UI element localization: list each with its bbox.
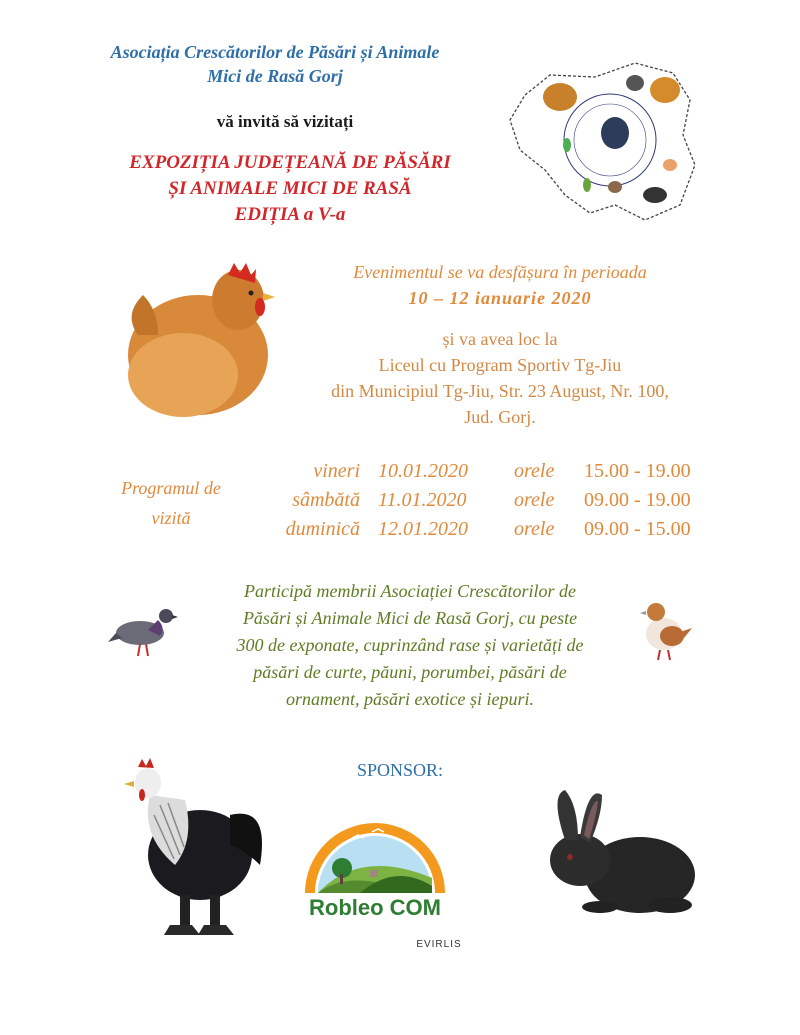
schedule-day: vineri <box>313 460 360 482</box>
venue-line-1: Liceul cu Program Sportiv Tg-Jiu <box>378 355 622 375</box>
association-logo <box>505 55 700 225</box>
schedule-day: sâmbătă <box>292 489 360 511</box>
program-label-line-2: vizită <box>151 508 191 528</box>
exhibition-title <box>70 150 510 228</box>
expo-line-3: EDIȚIA a V-a <box>234 204 346 225</box>
schedule-ore: orele <box>514 518 555 540</box>
association-line-2: Mici de Rasă Gorj <box>207 66 343 86</box>
schedule-date: 10.01.2020 <box>378 460 468 482</box>
event-venue <box>295 326 705 430</box>
program-label-line-1: Programul de <box>121 478 221 498</box>
invite-text: vă invită să vizitați <box>216 112 354 131</box>
robleo-logo <box>300 808 450 898</box>
schedule-ore: orele <box>514 489 555 511</box>
schedule-time: 09.00 - 15.00 <box>584 518 691 540</box>
participants-text <box>175 578 645 713</box>
participants-line-1: Participă membrii Asociației Crescătorilor de <box>244 581 576 601</box>
schedule-row <box>252 518 722 547</box>
association-line-1: Asociația Crescătorilor de Păsări și Animale <box>110 42 440 62</box>
venue-line-2: din Municipiul Tg-Jiu, Str. 23 August, Nr. 100, <box>331 381 669 401</box>
participants-line-3: 300 de exponate, cuprinzând rase și varietăți de <box>236 635 584 655</box>
schedule-day: duminică <box>285 518 360 540</box>
event-period-intro: Evenimentul se va desfășura în perioada <box>353 262 647 282</box>
event-dates: 10 – 12 ianuarie 2020 <box>408 288 592 308</box>
schedule-date: 11.01.2020 <box>378 489 467 511</box>
rooster-image <box>120 755 270 940</box>
schedule-row <box>252 460 722 489</box>
participants-line-5: ornament, păsări exotice și iepuri. <box>286 689 534 709</box>
program-label <box>100 473 242 533</box>
schedule-row <box>252 489 722 518</box>
association-name <box>80 40 470 88</box>
participants-line-4: păsări de curte, păuni, porumbei, păsări de <box>253 662 567 682</box>
schedule-time: 09.00 - 19.00 <box>584 489 691 511</box>
venue-intro: și va avea loc la <box>442 329 558 349</box>
schedule-ore: orele <box>514 460 555 482</box>
expo-line-1: EXPOZIȚIA JUDEȚEANĂ DE PĂSĂRI <box>129 152 451 173</box>
expo-line-2: ȘI ANIMALE MICI DE RASĂ <box>168 178 412 199</box>
participants-line-2: Păsări și Animale Mici de Rasă Gorj, cu peste <box>242 608 578 628</box>
robleo-logo-text: Robleo COM <box>309 895 441 920</box>
sponsor-label: SPONSOR: <box>356 760 444 780</box>
rabbit-image <box>540 785 700 920</box>
pigeon-left-image <box>108 598 178 660</box>
evirlis-logo: EVIRLIS <box>416 939 462 950</box>
schedule-time: 15.00 - 19.00 <box>584 460 691 482</box>
schedule-date: 12.01.2020 <box>378 518 468 540</box>
hen-image <box>118 255 278 425</box>
venue-line-3: Jud. Gorj. <box>464 407 536 427</box>
schedule-table <box>252 460 722 547</box>
